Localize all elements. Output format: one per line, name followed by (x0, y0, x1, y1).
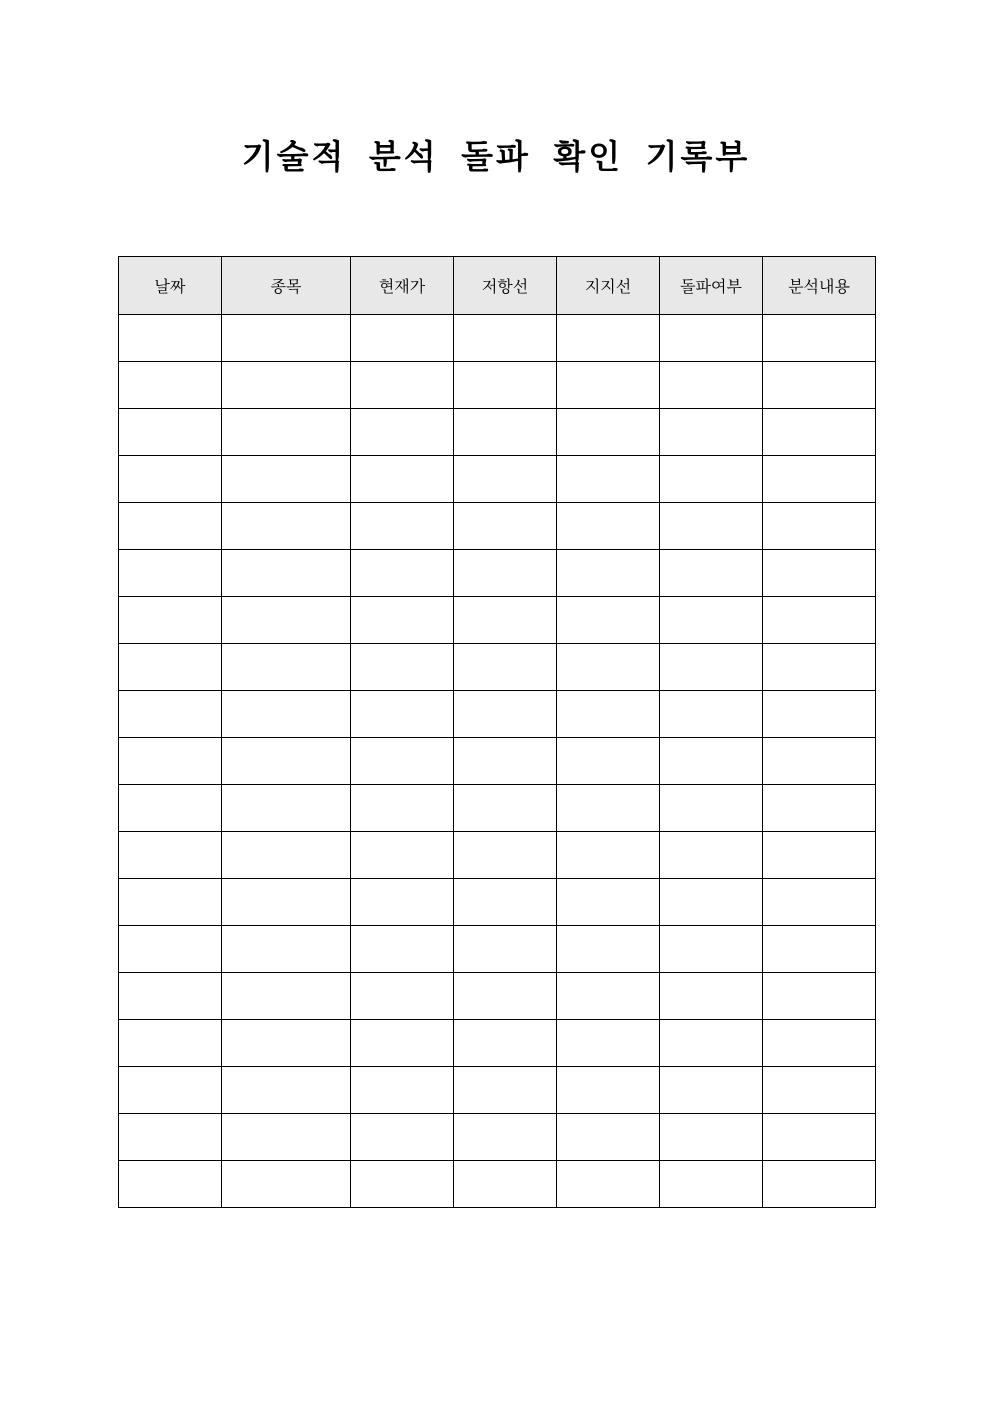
cell-analysis[interactable] (763, 785, 876, 832)
cell-support-line[interactable] (557, 1114, 660, 1161)
table-row (119, 832, 876, 879)
table-row (119, 315, 876, 362)
cell-current-price[interactable] (351, 1020, 454, 1067)
cell-analysis[interactable] (763, 1020, 876, 1067)
table-row (119, 926, 876, 973)
cell-support-line[interactable] (557, 691, 660, 738)
cell-resistance-line[interactable] (454, 691, 557, 738)
cell-stock[interactable] (222, 644, 351, 691)
cell-breakout-status[interactable] (660, 503, 763, 550)
cell-support-line[interactable] (557, 1067, 660, 1114)
table-row (119, 973, 876, 1020)
cell-current-price[interactable] (351, 362, 454, 409)
cell-analysis[interactable] (763, 973, 876, 1020)
cell-breakout-status[interactable] (660, 315, 763, 362)
cell-current-price[interactable] (351, 597, 454, 644)
cell-breakout-status[interactable] (660, 738, 763, 785)
cell-support-line[interactable] (557, 409, 660, 456)
cell-analysis[interactable] (763, 456, 876, 503)
table-row (119, 597, 876, 644)
cell-support-line[interactable] (557, 503, 660, 550)
cell-analysis[interactable] (763, 644, 876, 691)
cell-resistance-line[interactable] (454, 503, 557, 550)
cell-date[interactable] (119, 785, 222, 832)
cell-breakout-status[interactable] (660, 1067, 763, 1114)
table-row (119, 785, 876, 832)
cell-date[interactable] (119, 1067, 222, 1114)
cell-support-line[interactable] (557, 832, 660, 879)
cell-stock[interactable] (222, 879, 351, 926)
cell-resistance-line[interactable] (454, 879, 557, 926)
cell-stock[interactable] (222, 1114, 351, 1161)
cell-date[interactable] (119, 503, 222, 550)
cell-analysis[interactable] (763, 1161, 876, 1208)
cell-support-line[interactable] (557, 597, 660, 644)
cell-current-price[interactable] (351, 550, 454, 597)
header-row (119, 257, 876, 315)
cell-breakout-status[interactable] (660, 1161, 763, 1208)
table-row (119, 1067, 876, 1114)
table-body (119, 315, 876, 1208)
cell-support-line[interactable] (557, 550, 660, 597)
cell-breakout-status[interactable] (660, 362, 763, 409)
cell-current-price[interactable] (351, 691, 454, 738)
cell-date[interactable] (119, 362, 222, 409)
cell-current-price[interactable] (351, 1067, 454, 1114)
cell-stock[interactable] (222, 456, 351, 503)
cell-resistance-line[interactable] (454, 1114, 557, 1161)
cell-breakout-status[interactable] (660, 691, 763, 738)
cell-date[interactable] (119, 456, 222, 503)
cell-support-line[interactable] (557, 456, 660, 503)
cell-breakout-status[interactable] (660, 456, 763, 503)
cell-breakout-status[interactable] (660, 832, 763, 879)
cell-date[interactable] (119, 550, 222, 597)
cell-analysis[interactable] (763, 1114, 876, 1161)
cell-stock[interactable] (222, 315, 351, 362)
cell-resistance-line[interactable] (454, 1020, 557, 1067)
cell-analysis[interactable] (763, 832, 876, 879)
cell-date[interactable] (119, 1114, 222, 1161)
cell-date[interactable] (119, 832, 222, 879)
table-row (119, 691, 876, 738)
cell-stock[interactable] (222, 973, 351, 1020)
cell-stock[interactable] (222, 691, 351, 738)
cell-resistance-line[interactable] (454, 738, 557, 785)
table-row (119, 503, 876, 550)
cell-stock[interactable] (222, 1020, 351, 1067)
cell-breakout-status[interactable] (660, 926, 763, 973)
cell-analysis[interactable] (763, 738, 876, 785)
cell-current-price[interactable] (351, 1161, 454, 1208)
cell-current-price[interactable] (351, 315, 454, 362)
cell-breakout-status[interactable] (660, 879, 763, 926)
cell-resistance-line[interactable] (454, 644, 557, 691)
cell-analysis[interactable] (763, 926, 876, 973)
cell-support-line[interactable] (557, 644, 660, 691)
cell-current-price[interactable] (351, 1114, 454, 1161)
cell-stock[interactable] (222, 832, 351, 879)
cell-current-price[interactable] (351, 456, 454, 503)
header-breakout-status: 돌파여부 (660, 257, 763, 315)
table-row (119, 1114, 876, 1161)
cell-breakout-status[interactable] (660, 1114, 763, 1161)
cell-resistance-line[interactable] (454, 550, 557, 597)
table-row (119, 550, 876, 597)
cell-support-line[interactable] (557, 315, 660, 362)
cell-resistance-line[interactable] (454, 832, 557, 879)
table-row (119, 738, 876, 785)
cell-resistance-line[interactable] (454, 362, 557, 409)
cell-stock[interactable] (222, 785, 351, 832)
cell-date[interactable] (119, 315, 222, 362)
cell-date[interactable] (119, 691, 222, 738)
cell-support-line[interactable] (557, 1020, 660, 1067)
cell-resistance-line[interactable] (454, 409, 557, 456)
cell-current-price[interactable] (351, 832, 454, 879)
cell-resistance-line[interactable] (454, 1161, 557, 1208)
table-row (119, 1020, 876, 1067)
cell-resistance-line[interactable] (454, 597, 557, 644)
cell-stock[interactable] (222, 1067, 351, 1114)
record-table (118, 256, 876, 1208)
cell-resistance-line[interactable] (454, 973, 557, 1020)
cell-breakout-status[interactable] (660, 1020, 763, 1067)
cell-current-price[interactable] (351, 409, 454, 456)
cell-support-line[interactable] (557, 785, 660, 832)
cell-stock[interactable] (222, 550, 351, 597)
cell-support-line[interactable] (557, 738, 660, 785)
cell-analysis[interactable] (763, 315, 876, 362)
cell-date[interactable] (119, 1161, 222, 1208)
header-support-line: 지지선 (557, 257, 660, 315)
table-row (119, 362, 876, 409)
cell-date[interactable] (119, 644, 222, 691)
cell-support-line[interactable] (557, 973, 660, 1020)
cell-current-price[interactable] (351, 503, 454, 550)
cell-breakout-status[interactable] (660, 644, 763, 691)
cell-stock[interactable] (222, 409, 351, 456)
cell-stock[interactable] (222, 1161, 351, 1208)
cell-analysis[interactable] (763, 362, 876, 409)
cell-stock[interactable] (222, 503, 351, 550)
cell-stock[interactable] (222, 738, 351, 785)
cell-support-line[interactable] (557, 1161, 660, 1208)
cell-analysis[interactable] (763, 1067, 876, 1114)
cell-analysis[interactable] (763, 409, 876, 456)
cell-support-line[interactable] (557, 926, 660, 973)
cell-date[interactable] (119, 409, 222, 456)
cell-date[interactable] (119, 879, 222, 926)
cell-current-price[interactable] (351, 879, 454, 926)
cell-date[interactable] (119, 926, 222, 973)
table-row (119, 409, 876, 456)
cell-support-line[interactable] (557, 879, 660, 926)
cell-analysis[interactable] (763, 597, 876, 644)
cell-breakout-status[interactable] (660, 550, 763, 597)
cell-resistance-line[interactable] (454, 456, 557, 503)
cell-analysis[interactable] (763, 503, 876, 550)
header-date: 날짜 (119, 257, 222, 315)
cell-date[interactable] (119, 1020, 222, 1067)
cell-date[interactable] (119, 973, 222, 1020)
cell-current-price[interactable] (351, 926, 454, 973)
cell-breakout-status[interactable] (660, 597, 763, 644)
cell-analysis[interactable] (763, 879, 876, 926)
table-row (119, 1161, 876, 1208)
header-current-price: 현재가 (351, 257, 454, 315)
cell-date[interactable] (119, 738, 222, 785)
table-row (119, 879, 876, 926)
cell-current-price[interactable] (351, 785, 454, 832)
cell-resistance-line[interactable] (454, 926, 557, 973)
table-row (119, 644, 876, 691)
cell-breakout-status[interactable] (660, 973, 763, 1020)
cell-stock[interactable] (222, 362, 351, 409)
header-resistance-line: 저항선 (454, 257, 557, 315)
cell-current-price[interactable] (351, 973, 454, 1020)
cell-current-price[interactable] (351, 738, 454, 785)
cell-resistance-line[interactable] (454, 785, 557, 832)
cell-stock[interactable] (222, 926, 351, 973)
cell-resistance-line[interactable] (454, 1067, 557, 1114)
cell-resistance-line[interactable] (454, 315, 557, 362)
page-title: 기술적 분석 돌파 확인 기록부 (241, 137, 751, 176)
cell-breakout-status[interactable] (660, 785, 763, 832)
cell-breakout-status[interactable] (660, 409, 763, 456)
header-analysis: 분석내용 (763, 257, 876, 315)
header-stock: 종목 (222, 257, 351, 315)
cell-analysis[interactable] (763, 691, 876, 738)
cell-support-line[interactable] (557, 362, 660, 409)
table-row (119, 456, 876, 503)
cell-current-price[interactable] (351, 644, 454, 691)
cell-analysis[interactable] (763, 550, 876, 597)
cell-date[interactable] (119, 597, 222, 644)
cell-stock[interactable] (222, 597, 351, 644)
